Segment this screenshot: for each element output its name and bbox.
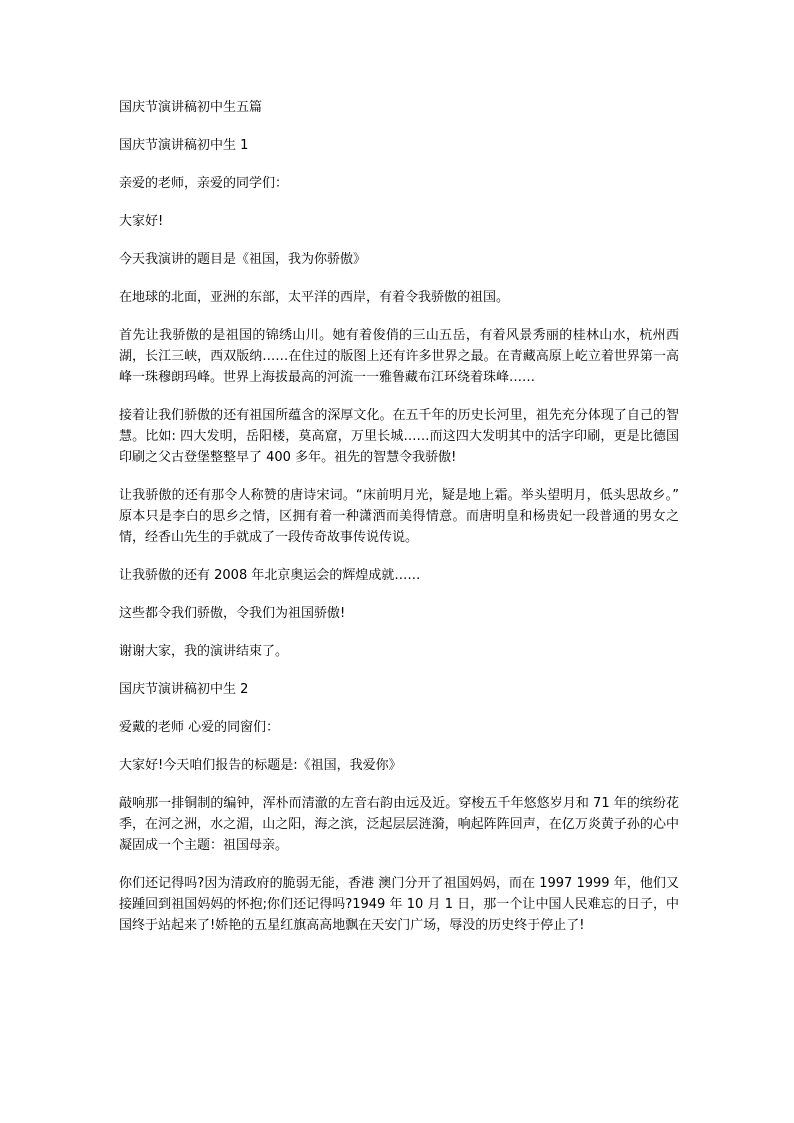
paragraph: 在地球的北面，亚洲的东部，太平洋的西岸，有着令我骄傲的祖国。 [119, 290, 510, 305]
paragraph: 敲响那一排铜制的编钟，浑朴而清澈的左音右韵由远及近。穿梭五千年悠悠岁月和 71 年的缤纷花季，在河之洲，水之湄，山之阳，海之滨，泛起层层涟漪，响起阵阵回声，在亿万炎黄子孙的心中凝固成一个主题：祖国母亲。 [119, 796, 679, 853]
paragraph: 大家好!今天咱们报告的标题是:《祖国，我爱你》 [119, 758, 402, 773]
paragraph: 接着让我们骄傲的还有祖国所蕴含的深厚文化。在五千年的历史长河里，祖先充分体现了自己的智慧。比如: 四大发明，岳阳楼，莫高窟，万里长城……而这四大发明其中的活字印刷，更是比德国印刷之父古登堡整整早了 400 多年。祖先的智慧令我骄傲! [119, 408, 679, 465]
section-heading-1: 国庆节演讲稿初中生 1 [119, 138, 249, 153]
paragraph: 你们还记得吗?因为清政府的脆弱无能，香港 澳门分开了祖国妈妈，而在 1997 1999 年，他们又接踵回到祖国妈妈的怀抱;你们还记得吗?1949 年 10 月 1 日，那一个让中国人民难忘的日子，中国终于站起来了!娇艳的五星红旗高高地飘在天安门广场，辱没的历史终于停止了! [119, 876, 679, 933]
paragraph: 让我骄傲的还有 2008 年北京奥运会的辉煌成就…… [119, 568, 421, 583]
paragraph: 爱戴的老师 心爱的同窗们： [119, 720, 280, 735]
paragraph: 亲爱的老师，亲爱的同学们： [119, 176, 289, 191]
document-title: 国庆节演讲稿初中生五篇 [119, 100, 263, 115]
paragraph: 大家好! [119, 214, 164, 229]
document-body [119, 97, 679, 953]
paragraph: 这些都令我们骄傲，令我们为祖国骄傲! [119, 606, 346, 621]
paragraph: 谢谢大家，我的演讲结束了。 [119, 644, 289, 659]
section-heading-2: 国庆节演讲稿初中生 2 [119, 682, 249, 697]
paragraph: 让我骄傲的还有那令人称赞的唐诗宋词。“床前明月光，疑是地上霜。举头望明月，低头思故乡。” 原本只是李白的思乡之情，区拥有着一种潇洒而美得情意。而唐明皇和杨贵妃一段普通的男女之情，经香山先生的手就成了一段传奇故事传说传说。 [119, 488, 679, 545]
paragraph: 今天我演讲的题目是《祖国，我为你骄傲》 [119, 252, 367, 267]
paragraph: 首先让我骄傲的是祖国的锦绣山川。她有着俊俏的三山五岳，有着风景秀丽的桂林山水，杭州西湖，长江三峡，西双版纳……在住过的版图上还有许多世界之最。在青藏高原上屹立着世界第一高峰一珠穆朗玛峰。世界上海拔最高的河流一一雅鲁藏布江环绕着珠峰…… [119, 328, 679, 385]
